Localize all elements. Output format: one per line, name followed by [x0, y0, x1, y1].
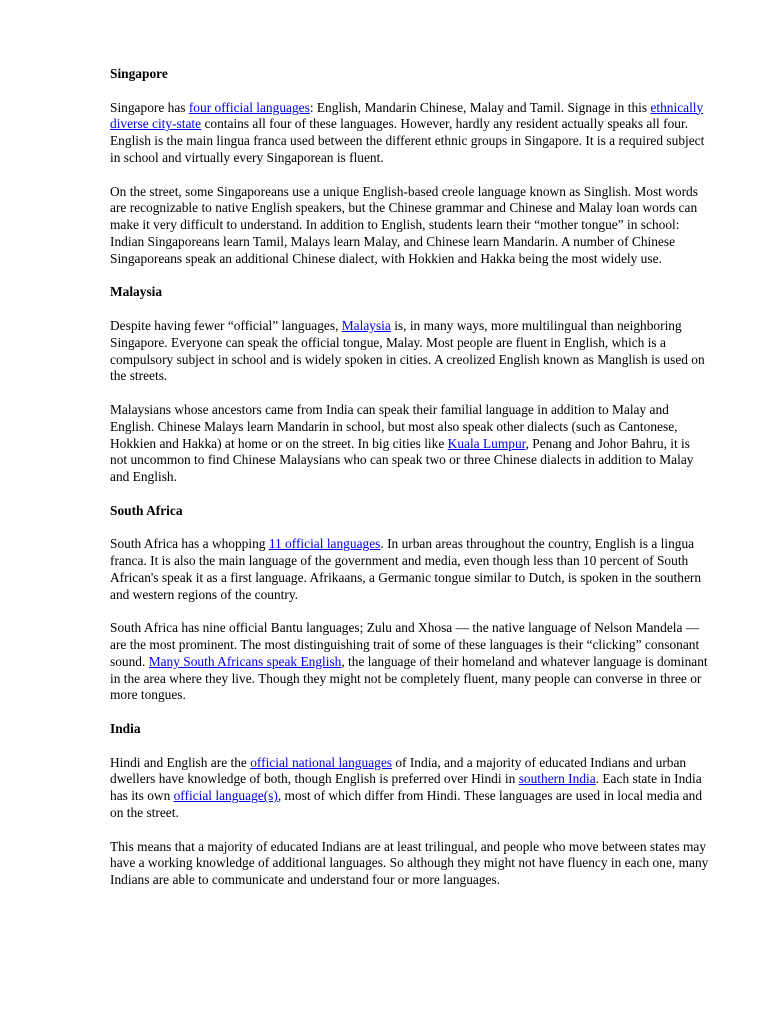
text-run: , most of which differ from Hindi. These languages are used in local media and on the street.: [110, 788, 703, 821]
text-run: South Africa has nine official Bantu languages; Zulu and Xhosa — the native language of Nelson Mandela — are the most prominent. The most distinguishing trait of some of these languages is their “clicking” consonant sound.: [110, 620, 700, 669]
text-run: is, in many ways, more multilingual than neighboring Singapore. Everyone can speak the official tongue, Malay. Most people are fluent in English, which is a compulsory subject in school and is widely spoken in cities. A creolized English known as Manglish is used on the streets.: [110, 317, 705, 384]
text-run: Hindi and English are the: [110, 754, 251, 770]
link-11-official-languages[interactable]: 11 official languages: [268, 536, 381, 552]
paragraph: [110, 402, 710, 486]
link-four-official-languages[interactable]: four official languages: [188, 99, 310, 115]
paragraph: [110, 755, 710, 822]
text-run: contains all four of these languages. However, hardly any resident actually speaks all four. English is the main lingua franca used between the different ethnic groups in Singapore. It is a required subject in school and virtually every Singaporean is fluent.: [110, 116, 705, 165]
section-heading: South Africa: [110, 502, 183, 518]
section-south-africa: [110, 503, 710, 705]
text-run: : English, Mandarin Chinese, Malay and Tamil. Signage in this: [309, 99, 651, 115]
text-run: Despite having fewer “official” languages,: [110, 317, 342, 333]
text-run: . Each state in India has its own: [110, 771, 702, 804]
paragraph: [110, 184, 710, 268]
text-run: , Penang and Johor Bahru, it is not uncommon to find Chinese Malaysians who can speak two or three Chinese dialects in addition to Malay and English.: [110, 435, 694, 485]
section-heading: India: [110, 721, 141, 737]
text-run: Singapore has: [110, 99, 189, 115]
paragraph: [110, 839, 710, 889]
paragraph: [110, 620, 710, 704]
text-run: South Africa has a whopping: [110, 536, 269, 552]
link-official-national-languages[interactable]: official national languages: [250, 754, 392, 770]
text-run: . In urban areas throughout the country, English is a lingua franca. It is also the main language of the government and media, even though less than 10 percent of South African's speak it as a first language. Afrikaans, a Germanic tongue similar to Dutch, is spoken in the southern and western regions of the country.: [110, 536, 702, 602]
document-page: [110, 66, 710, 906]
link-southern-india[interactable]: southern India: [518, 771, 596, 787]
text-run: Malaysians whose ancestors came from India can speak their familial language in addition to Malay and English. Chinese Malays learn Mandarin in school, but most also speak other dialects (such as Cantonese, Hokkien and Hakka) at home or on the street. In big cities like: [110, 401, 678, 451]
link-many-south-africans-speak-english[interactable]: Many South Africans speak English: [148, 653, 342, 669]
link-kuala-lumpur[interactable]: Kuala Lumpur: [447, 435, 526, 451]
section-singapore: [110, 66, 710, 268]
text-run: , the language of their homeland and whatever language is dominant in the area where they live. Though they might not be completely fluent, many people can converse in three or more tongues.: [110, 653, 708, 703]
paragraph: [110, 318, 710, 385]
section-heading: Malaysia: [110, 284, 163, 300]
link-ethnically-diverse-city-state[interactable]: ethnically diverse city-state: [110, 99, 704, 132]
paragraph: [110, 536, 710, 603]
text-run: This means that a majority of educated Indians are at least trilingual, and people who move between states may have a working knowledge of additional languages. So although they might not have fluency in each one, many Indians are able to communicate and understand four or more languages.: [110, 838, 709, 888]
section-malaysia: [110, 284, 710, 486]
text-run: On the street, some Singaporeans use a unique English-based creole language known as Singlish. Most words are recognizable to native English speakers, but the Chinese grammar and Chinese and Malay loan words can make it very difficult to understand. In addition to English, students learn their “mother tongue” in school: Indian Singaporeans learn Tamil, Malays learn Malay, and Chinese learn Mandarin. A number of Chinese Singaporeans speak an additional Chinese dialect, with Hokkien and Hakka being the most widely use.: [110, 183, 698, 266]
text-run: of India, and a majority of educated Indians and urban dwellers have knowledge of both, though English is preferred over Hindi in: [110, 754, 687, 787]
section-india: [110, 721, 710, 889]
link-malaysia[interactable]: Malaysia: [341, 317, 391, 333]
link-official-languages-states[interactable]: official language(s): [173, 788, 278, 804]
paragraph: [110, 100, 710, 167]
section-heading: Singapore: [110, 66, 168, 81]
